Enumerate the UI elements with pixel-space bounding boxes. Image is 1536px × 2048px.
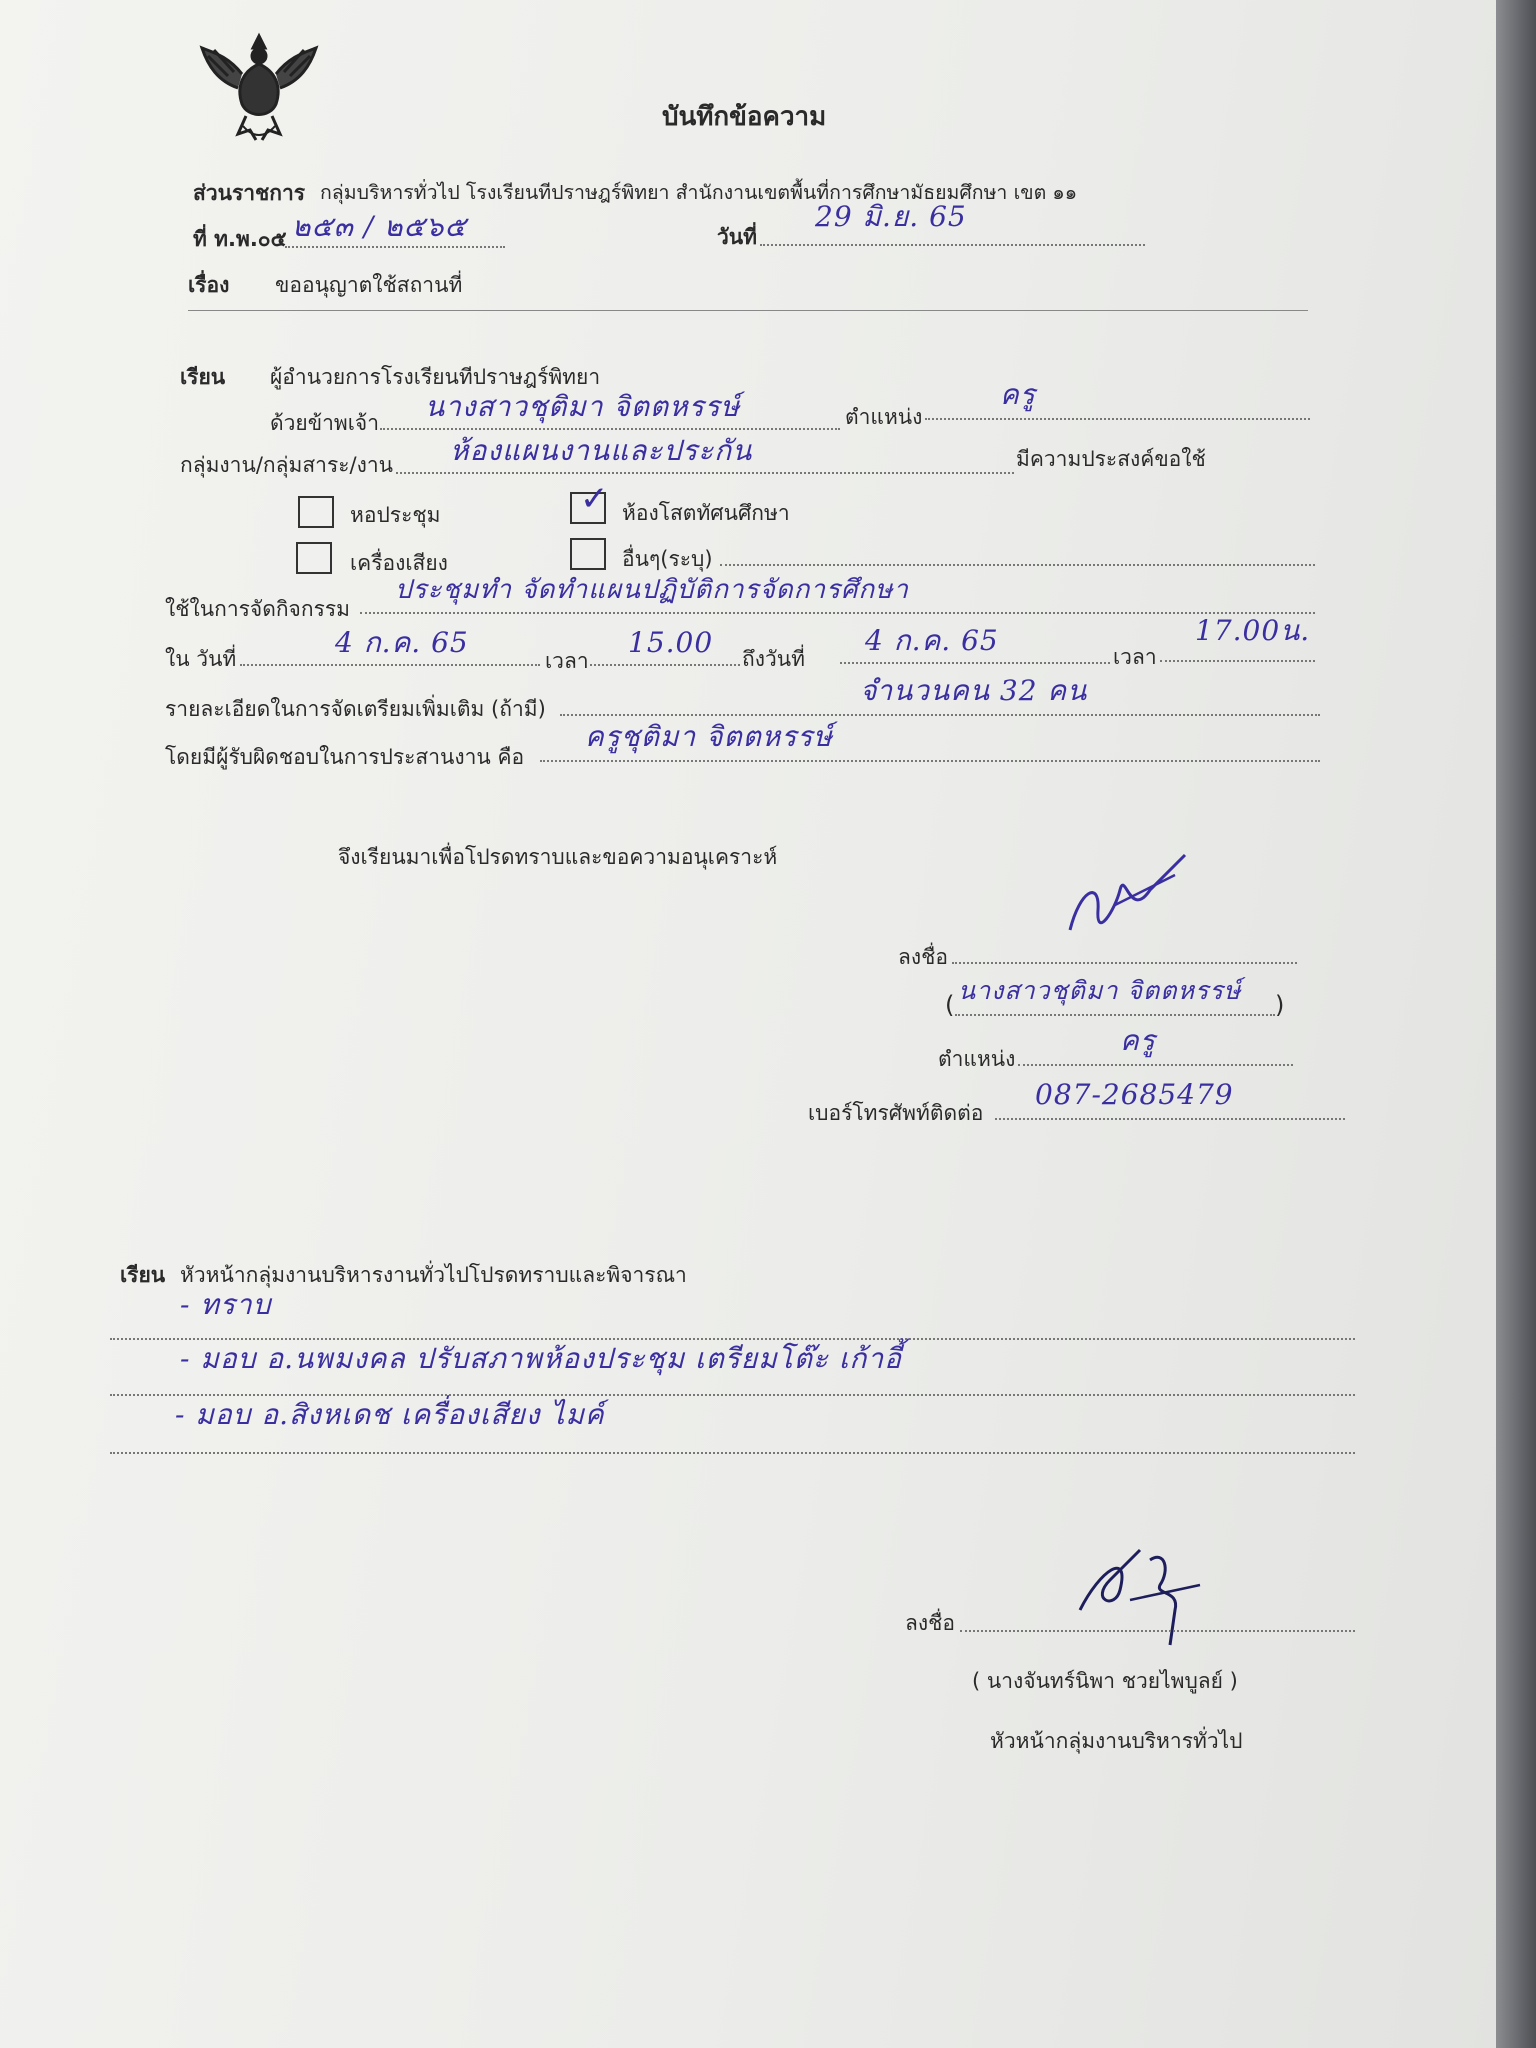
option-box-sound[interactable] [296, 542, 332, 574]
review-dots-3 [110, 1452, 1355, 1454]
phone-label: เบอร์โทรศัพท์ติดต่อ [808, 1101, 984, 1125]
to-label: เรียน [180, 365, 226, 389]
review-dots-2 [110, 1394, 1355, 1396]
end-time-label: เวลา [1113, 645, 1157, 669]
date-dots [760, 244, 1145, 246]
option-label-sound: เครื่องเสียง [350, 551, 448, 575]
signature-1-image [1060, 850, 1190, 960]
name-label: ด้วยข้าพเจ้า [270, 411, 379, 435]
sign-1-close-paren: ) [1275, 991, 1285, 1019]
agency-label: ส่วนราชการ [193, 181, 306, 205]
check-mark-icon: ✓ [580, 479, 609, 519]
memo-title: บันทึกข้อความ [662, 102, 827, 132]
end-date-value: 4 ก.ค. 65 [865, 624, 999, 657]
coordinator-label: โดยมีผู้รับผิดชอบในการประสานงาน คือ [165, 745, 525, 769]
details-label: รายละเอียดในการจัดเตรียมเพิ่มเติม (ถ้ามี) [165, 697, 546, 721]
review-note-2: - มอบ อ.นพมงคล ปรับสภาพห้องประชุม เตรียมโต๊ะ เก้าอี้ [180, 1342, 902, 1375]
sign-2-position: หัวหน้ากลุ่มงานบริหารทั่วไป [990, 1729, 1243, 1753]
until-label: ถึงวันที่ [742, 647, 805, 671]
start-time-label: เวลา [545, 649, 589, 673]
date-label: วันที่ [717, 225, 757, 249]
name-dots [380, 428, 840, 430]
other-dots [720, 564, 1315, 566]
subject-value: ขออนุญาตใช้สถานที่ [275, 273, 463, 297]
signature-2-image [1070, 1530, 1220, 1650]
group-value: ห้องแผนงานและประกัน [450, 434, 753, 467]
start-time-dots [590, 664, 740, 666]
activity-dots [360, 612, 1315, 614]
group-dots [396, 472, 1014, 474]
sign-1-position-value: ครู [1120, 1024, 1156, 1057]
details-value: จำนวนคน 32 คน [860, 674, 1088, 707]
review-dots-1 [110, 1338, 1355, 1340]
sign-1-name-dots [955, 1014, 1275, 1016]
closing-text: จึงเรียนมาเพื่อโปรดทราบและขอความอนุเคราะห์ [338, 845, 778, 869]
start-date-dots [240, 664, 540, 666]
sign-1-open-paren: ( [945, 991, 955, 1019]
coordinator-value: ครูชุติมา จิตตหรรษ์ [585, 720, 833, 753]
subject-rule [188, 310, 1308, 311]
agency-value: กลุ่มบริหารทั่วไป โรงเรียนทีปราษฎร์พิทยา สำนักงานเขตพื้นที่การศึกษามัธยมศึกษา เขต ๑๑ [320, 181, 1078, 204]
sign-1-position-dots [1018, 1064, 1293, 1066]
end-date-dots [840, 662, 1110, 664]
end-time-value: 17.00น. [1195, 614, 1311, 647]
sign-1-dots [952, 962, 1297, 964]
sign-2-name: ( นางจันทร์นิพา ชวยไพบูลย์ ) [972, 1669, 1238, 1693]
option-label-hall: หอประชุม [350, 503, 441, 527]
subject-label: เรื่อง [188, 273, 230, 297]
paper-edge-shadow [1496, 0, 1536, 2048]
on-date-label: ใน วันที่ [165, 647, 237, 671]
start-date-value: 4 ก.ค. 65 [335, 626, 469, 659]
sign-2-label: ลงชื่อ [905, 1611, 955, 1635]
option-label-other: อื่นๆ(ระบุ) [622, 547, 713, 571]
position-label: ตำแหน่ง [845, 405, 923, 429]
wish-label: มีความประสงค์ขอใช้ [1016, 447, 1206, 471]
phone-value: 087-2685479 [1035, 1078, 1234, 1111]
ref-label: ที่ ท.พ.๐๕ [193, 227, 287, 251]
option-box-other[interactable] [570, 538, 606, 570]
sign-1-label: ลงชื่อ [898, 945, 948, 969]
activity-label: ใช้ในการจัดกิจกรรม [165, 597, 350, 621]
name-value: นางสาวชุติมา จิตตหรรษ์ [425, 390, 741, 423]
garuda-emblem-icon [198, 26, 320, 144]
ref-dots [285, 246, 505, 248]
review-to-label: เรียน [120, 1263, 166, 1287]
details-dots [560, 714, 1320, 716]
sign-1-position-label: ตำแหน่ง [938, 1047, 1016, 1071]
position-dots [925, 418, 1310, 420]
position-value: ครู [1000, 378, 1036, 411]
group-label: กลุ่มงาน/กลุ่มสาระ/งาน [180, 453, 393, 477]
option-label-av-room: ห้องโสตทัศนศึกษา [622, 501, 790, 525]
ref-value: ๒๕๓ / ๒๕๖๕ [292, 210, 467, 243]
to-value: ผู้อำนวยการโรงเรียนทีปราษฎร์พิทยา [270, 365, 601, 389]
coordinator-dots [540, 760, 1320, 762]
sign-1-name-value: นางสาวชุติมา จิตตหรรษ์ [958, 976, 1242, 1005]
end-time-dots [1160, 660, 1315, 662]
option-box-hall[interactable] [298, 496, 334, 528]
activity-value: ประชุมทำ จัดทำแผนปฏิบัติการจัดการศึกษา [395, 575, 909, 605]
review-note-1: - ทราบ [180, 1288, 272, 1321]
sign-2-dots [960, 1630, 1355, 1632]
phone-dots [995, 1118, 1345, 1120]
start-time-value: 15.00 [628, 626, 714, 659]
review-to-value: หัวหน้ากลุ่มงานบริหารงานทั่วไปโปรดทราบและพิจารณา [180, 1263, 687, 1287]
review-note-3: - มอบ อ.สิงหเดช เครื่องเสียง ไมค์ [175, 1398, 605, 1431]
date-value: 29 มิ.ย. 65 [815, 200, 967, 233]
